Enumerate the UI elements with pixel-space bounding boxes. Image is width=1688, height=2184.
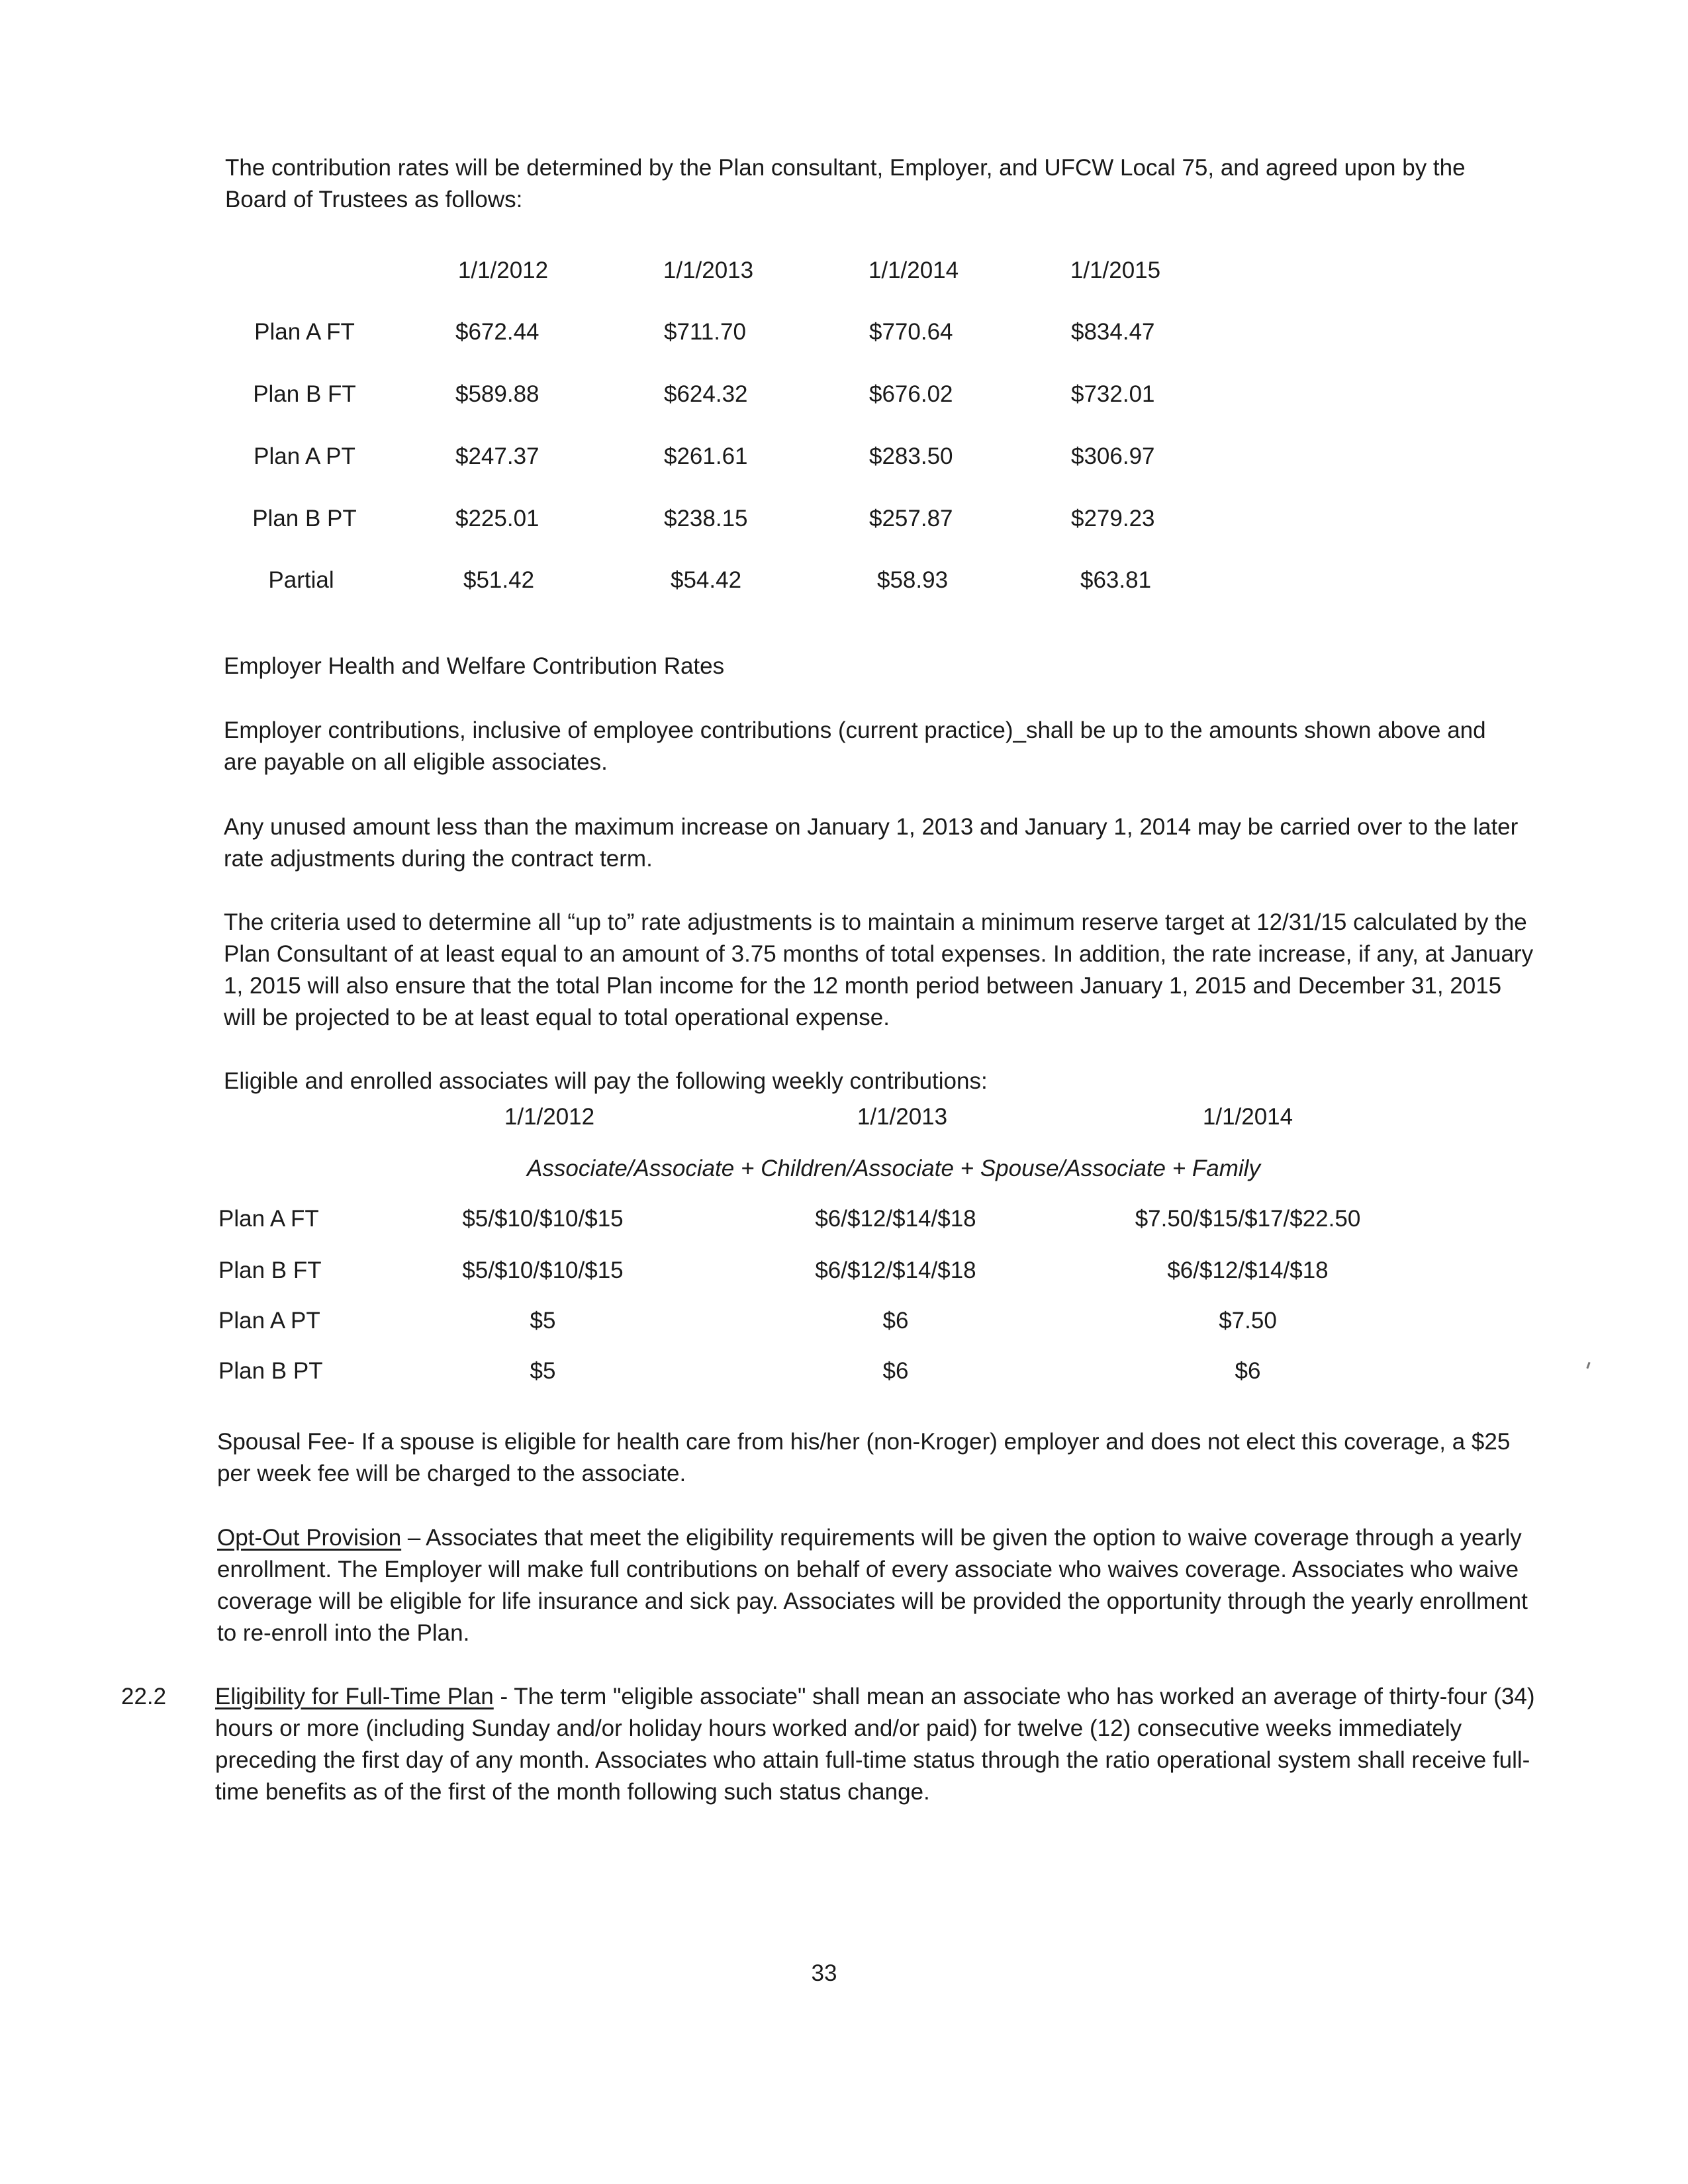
- opt-out-paragraph: [217, 1522, 1534, 1649]
- weekly-header-2014: 1/1/2014: [1202, 1104, 1293, 1130]
- eligibility-body: - The term "eligible associate" shall mean an associate who has worked an average of thirty-four (34) hours or more (including Sunday and/or holiday hours worked and/or paid) for twelve (12) consecutive weeks immediately preceding the first day of any month. Associates who attain full-time status through the ratio operational system shall receive full-time benefits as of the first of the month following such status change.: [215, 1684, 1535, 1805]
- weekly-value: $6: [882, 1358, 909, 1384]
- opt-out-title: Opt-Out Provision: [217, 1525, 402, 1551]
- section-number: 22.2: [121, 1684, 167, 1709]
- row-label: Plan A PT: [254, 443, 355, 469]
- weekly-value: $6: [1235, 1358, 1261, 1384]
- spousal-fee-paragraph: Spousal Fee- If a spouse is eligible for health care from his/her (non-Kroger) employer and does not elect this coverage, a $25 per week fee will be charged to the associate.: [217, 1429, 1511, 1486]
- rates-header-2012: 1/1/2012: [457, 257, 549, 283]
- intro-paragraph: The contribution rates will be determined by the Plan consultant, Employer, and UFCW Local 75, and agreed upon by the Board of Trustees as follows:: [225, 155, 1466, 212]
- weekly-value: $7.50: [1219, 1308, 1277, 1334]
- rate-value: $247.37: [455, 443, 539, 469]
- rate-value: $257.87: [869, 506, 953, 531]
- eligibility-title: Eligibility for Full-Time Plan: [215, 1684, 494, 1709]
- rate-value: $58.93: [877, 567, 949, 593]
- weekly-value: $5/$10/$10/$15: [462, 1206, 624, 1232]
- rate-value: $306.97: [1071, 443, 1155, 469]
- section-heading: Employer Health and Welfare Contribution Rates: [224, 653, 725, 679]
- rate-value: $238.15: [664, 506, 748, 531]
- weekly-value: $7.50/$15/$17/$22.50: [1135, 1206, 1361, 1232]
- rate-value: $676.02: [869, 381, 953, 407]
- rate-value: $51.42: [463, 567, 535, 593]
- row-label: Plan A FT: [218, 1206, 319, 1232]
- rate-value: $279.23: [1071, 506, 1155, 531]
- weekly-value: $5/$10/$10/$15: [462, 1257, 624, 1283]
- weekly-value: $6/$12/$14/$18: [815, 1206, 976, 1232]
- rate-value: $589.88: [455, 381, 539, 407]
- weekly-value: $5: [530, 1308, 556, 1334]
- weekly-value: $6: [882, 1308, 909, 1334]
- rate-value: $225.01: [455, 506, 539, 531]
- rate-value: $624.32: [664, 381, 748, 407]
- rate-value: $711.70: [664, 319, 746, 345]
- rate-value: $732.01: [1071, 381, 1155, 407]
- unused-amount-paragraph: Any unused amount less than the maximum increase on January 1, 2013 and January 1, 2014 may be carried over to the later rate adjustments during the contract term.: [224, 814, 1519, 872]
- rate-value: $63.81: [1080, 567, 1152, 593]
- rates-header-2015: 1/1/2015: [1070, 257, 1161, 283]
- row-label: Plan A PT: [218, 1308, 320, 1334]
- rate-value: $54.42: [671, 567, 742, 593]
- row-label: Plan B PT: [252, 506, 357, 531]
- row-label: Partial: [268, 567, 334, 593]
- rates-header-2013: 1/1/2013: [663, 257, 754, 283]
- weekly-value: $5: [530, 1358, 556, 1384]
- weekly-value: $6/$12/$14/$18: [1167, 1257, 1329, 1283]
- row-label: Plan A FT: [254, 319, 355, 345]
- employer-contributions-paragraph: Employer contributions, inclusive of employee contributions (current practice)_shall be up to the amounts shown above and are payable on all eligible associates.: [224, 717, 1486, 775]
- rates-header-2014: 1/1/2014: [868, 257, 959, 283]
- rate-value: $672.44: [455, 319, 539, 345]
- weekly-value: $6/$12/$14/$18: [815, 1257, 976, 1283]
- row-label: Plan B FT: [218, 1257, 322, 1283]
- weekly-contributions-intro: Eligible and enrolled associates will pay the following weekly contributions:: [224, 1068, 988, 1094]
- rate-value: $834.47: [1071, 319, 1155, 345]
- coverage-tier-subheader: Associate/Associate + Children/Associate + Spouse/Associate + Family: [527, 1156, 1260, 1181]
- row-label: Plan B FT: [253, 381, 356, 407]
- page-number: 33: [811, 1960, 837, 1986]
- weekly-header-2013: 1/1/2013: [857, 1104, 948, 1130]
- weekly-header-2012: 1/1/2012: [504, 1104, 595, 1130]
- rate-value: $283.50: [869, 443, 953, 469]
- criteria-paragraph: The criteria used to determine all “up to” rate adjustments is to maintain a minimum reserve target at 12/31/15 calculated by the Plan Consultant of at least equal to an amount of 3.75 months of total expenses. In addition, the rate increase, if any, at January 1, 2015 will also ensure that the total Plan income for the 12 month period between January 1, 2015 and December 31, 2015 will be projected to be at least equal to total operational expense.: [224, 909, 1534, 1030]
- rate-value: $261.61: [664, 443, 748, 469]
- rate-value: $770.64: [869, 319, 953, 345]
- row-label: Plan B PT: [218, 1358, 323, 1384]
- eligibility-paragraph: [215, 1681, 1536, 1808]
- opt-out-body: – Associates that meet the eligibility requirements will be given the option to waive coverage through a yearly enrollment. The Employer will make full contributions on behalf of every associate who waives coverage. Associates who waive coverage will be eligible for life insurance and sick pay. Associates will be provided the opportunity through the yearly enrollment to re-enroll into the Plan.: [217, 1525, 1528, 1646]
